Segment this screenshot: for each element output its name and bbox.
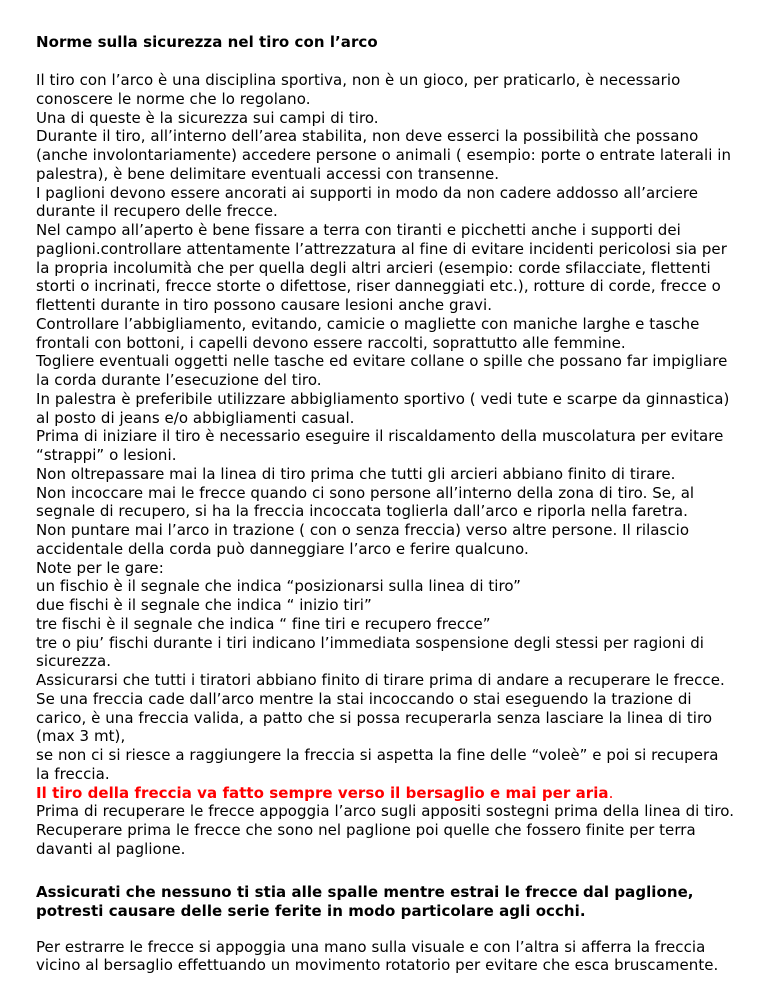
- paragraph-safety: Una di queste è la sicurezza sui campi di tiro.: [36, 108, 379, 127]
- paragraph-notes-heading: Note per le gare:: [36, 558, 164, 577]
- closing-paragraph: Per estrarre le frecce si appoggia una mano sulla visuale e con l’altra si afferra la freccia vicino al bersaglio effettuando un movimento rotatorio per evitare che esca bruscamente.: [36, 937, 719, 975]
- body-text: [36, 71, 736, 859]
- red-warning-period: .: [608, 783, 614, 802]
- red-warning-text: Il tiro della freccia va fatto sempre verso il bersaglio e mai per aria: [36, 783, 609, 802]
- document-page: [36, 33, 736, 975]
- paragraph-recover-order: Recuperare prima le frecce che sono nel paglione poi quelle che fossero finite per terra davanti al paglione.: [36, 821, 696, 858]
- paragraph-nocking: Non incoccare mai le frecce quando ci sono persone all’interno della zona di tiro. Se, al segnale di recupero, si ha la freccia incoccata toglierla dall’arco e riporla nella faretra.: [36, 483, 695, 521]
- paragraph-unreachable-arrow: se non ci si riesce a raggiungere la freccia si aspetta la fine delle “voleè” e poi si recupera la freccia.: [36, 746, 719, 783]
- paragraph-recover-check: Assicurarsi che tutti i tiratori abbiano finito di tirare prima di andare a recuperare le frecce.: [36, 671, 725, 689]
- paragraph-bow-stand: Prima di recuperare le frecce appoggia l’arco sugli appositi sostegni prima della linea di tiro.: [36, 802, 735, 821]
- bold-warning: Assicurati che nessuno ti stia alle spalle mentre estrai le frecce dal paglione, potresti causare delle serie ferite in modo particolare agli occhi.: [36, 882, 694, 920]
- paragraph-clothing: Controllare l’abbigliamento, evitando, camicie o magliette con maniche larghe e tasche frontali con bottoni, i capelli devono essere raccolti, soprattutto alle femmine.: [36, 314, 700, 352]
- paragraph-gym: In palestra è preferibile utilizzare abbigliamento sportivo ( vedi tute e scarpe da ginnastica) al posto di jeans e/o abbigliamenti casual.: [36, 389, 730, 427]
- paragraph-pockets: Togliere eventuali oggetti nelle tasche ed evitare collane o spille che possano far impigliare la corda durante l’esecuzione del tiro.: [36, 352, 728, 389]
- document-title: Norme sulla sicurezza nel tiro con l’arco: [36, 33, 378, 51]
- paragraph-outdoor: Nel campo all’aperto è bene fissare a terra con tiranti e picchetti anche i supporti dei paglioni.controllare attentamente l’attrezzatura al fine di evitare incidenti pericolosi sia per la propria incolumità che per quella degli altri arcieri (esempio: corde sfilacciate, flettenti storti o incrinati, frecce storte o difettose, riser danneggiati etc.)‚ rotture di corde, frecce o flettenti durante in tiro possono causare lesioni anche gravi.: [36, 221, 727, 314]
- list-item-three-whistles: tre fischi è il segnale che indica “ fine tiri e recupero frecce”: [36, 614, 491, 633]
- paragraph-aiming: Non puntare mai l’arco in trazione ( con o senza freccia) verso altre persone. Il rilascio accidentale della corda può danneggiare l’arco e ferire qualcuno.: [36, 521, 690, 558]
- list-item-one-whistle: un fischio è il segnale che indica “posizionarsi sulla linea di tiro”: [36, 577, 521, 596]
- list-item-more-whistles: tre o piu’ fischi durante i tiri indicano l’immediata sospensione degli stessi per ragioni di sicurezza.: [36, 633, 705, 671]
- paragraph-warmup: Prima di iniziare il tiro è necessario eseguire il riscaldamento della muscolatura per evitare “strappi” o lesioni.: [36, 427, 724, 464]
- paragraph-dropped-arrow: Se una freccia cade dall’arco mentre la stai incoccando o stai eseguendo la trazione di carico, è una freccia valida, a patto che si possa recuperarla senza lasciare la linea di tiro (max 3 mt),: [36, 689, 713, 746]
- paragraph-area: Durante il tiro, all’interno dell’area stabilita, non deve esserci la possibilità che possano (anche involontariamente) accedere persone o animali ( esempio: porte o entrate laterali in palestra), è bene delimitare eventuali accessi con transenne.: [36, 127, 732, 183]
- list-item-two-whistles: due fischi è il segnale che indica “ inizio tiri”: [36, 596, 372, 614]
- paragraph-targets: I paglioni devono essere ancorati ai supporti in modo da non cadere addosso all’arciere durante il recupero delle frecce.: [36, 183, 699, 221]
- paragraph-intro: Il tiro con l’arco è una disciplina sportiva, non è un gioco, per praticarlo, è necessario conoscere le norme che lo regolano.: [36, 71, 681, 108]
- red-warning-line: [36, 784, 736, 803]
- paragraph-shooting-line: Non oltrepassare mai la linea di tiro prima che tutti gli arcieri abbiano finito di tirare.: [36, 464, 676, 483]
